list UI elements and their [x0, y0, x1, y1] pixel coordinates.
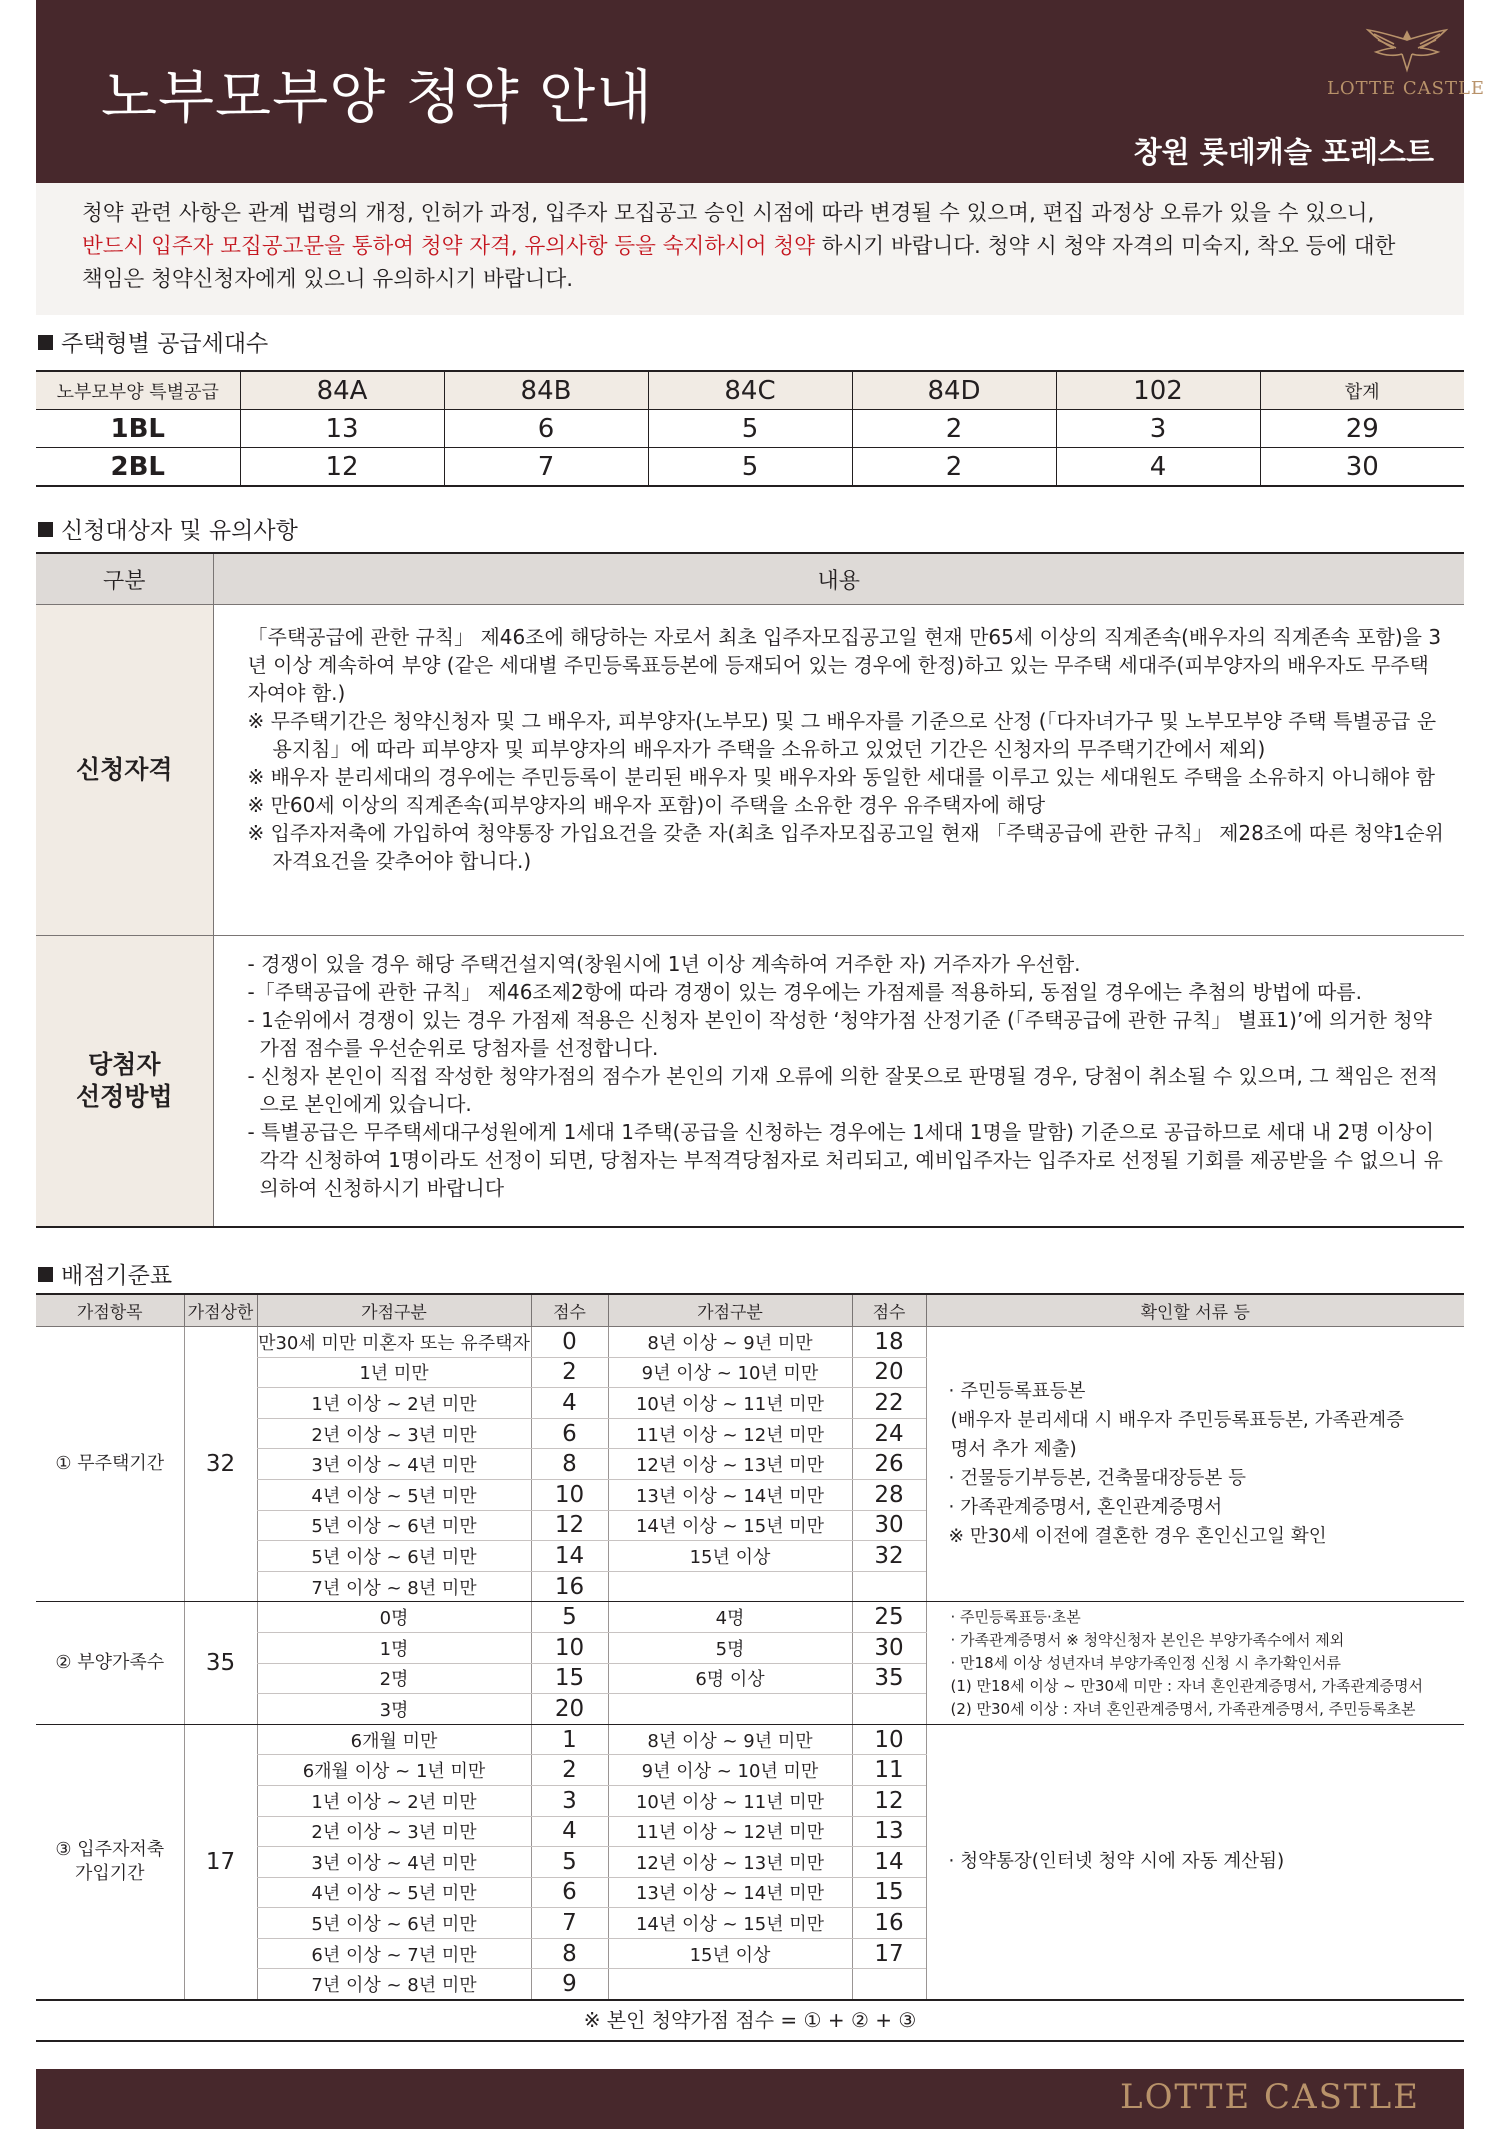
table-row [36, 936, 1464, 1228]
criteria-cell: 7년 이상 ~ 8년 미만 [257, 1969, 531, 2000]
score-cell: 20 [531, 1694, 608, 1725]
criteria-cell: 2명 [257, 1663, 531, 1694]
score-cell: 9 [531, 1969, 608, 2000]
score-cell: 17 [852, 1938, 926, 1969]
column-header: 점수 [852, 1294, 926, 1327]
point-cap: 32 [184, 1327, 257, 1602]
document-line: · 만18세 이상 성년자녀 부양가족인정 신청 시 추가확인서류 [950, 1653, 1342, 1672]
category-label: ① 무주택기간 [36, 1327, 184, 1602]
column-header: 가점구분 [257, 1294, 531, 1327]
table-row [36, 410, 1464, 448]
score-cell: 15 [531, 1663, 608, 1694]
table-cell: 5 [648, 448, 852, 487]
criteria-cell: 15년 이상 [608, 1541, 852, 1572]
criteria-cell: 3년 이상 ~ 4년 미만 [257, 1449, 531, 1480]
row-label [36, 936, 213, 1228]
criteria-cell: 6개월 이상 ~ 1년 미만 [257, 1755, 531, 1786]
score-cell: 4 [531, 1388, 608, 1419]
row-label: 2BL [36, 448, 240, 487]
eagle-logo-icon [1364, 26, 1450, 74]
criteria-cell: 4년 이상 ~ 5년 미만 [257, 1479, 531, 1510]
points-table-header [36, 1294, 1464, 1327]
category-label [36, 1724, 184, 2000]
score-cell: 14 [531, 1541, 608, 1572]
note-line: ※ 입주자저축에 가입하여 청약통장 가입요건을 갖춘 자(최초 입주자모집공고일 현재 「주택공급에 관한 규칙」 제28조에 따른 청약1순위 자격요건을 갖추어야 합니다.) [247, 821, 1444, 873]
footer-brand-logo: LOTTE CASTLE [1119, 2077, 1420, 2117]
criteria-cell: 9년 이상 ~ 10년 미만 [608, 1357, 852, 1388]
document-line: · 가족관계증명서 ※ 청약신청자 본인은 부양가족수에서 제외 [950, 1630, 1345, 1649]
criteria-cell: 2년 이상 ~ 3년 미만 [257, 1816, 531, 1847]
notice-warning: 반드시 입주자 모집공고문을 통하여 청약 자격, 유의사항 등을 숙지하시어 청약 [82, 234, 815, 259]
table-row [36, 448, 1464, 487]
required-documents [926, 1327, 1464, 1602]
eligibility-table-header [36, 553, 1464, 605]
text-line: 「주택공급에 관한 규칙」 제46조에 해당하는 자로서 최초 입주자모집공고일 현재 만65세 이상의 직계존속(배우자의 직계존속 포함)을 3년 이상 계속하여 부양 (같은 세대별 주민등록표등본에 등재되어 있는 경우에 한정)하고 있는 무주택 세대주(피부양자의 배우자도 무주택자여야 함.) [247, 625, 1442, 705]
notice-box [36, 183, 1464, 315]
points-table [36, 1293, 1464, 2001]
table-row [36, 1602, 1464, 1633]
score-cell: 0 [531, 1327, 608, 1358]
criteria-cell [608, 1571, 852, 1602]
document-line: (1) 만18세 이상 ~ 만30세 미만 : 자녀 혼인관계증명서, 가족관계증명서 [950, 1676, 1423, 1695]
score-cell: 14 [852, 1847, 926, 1878]
criteria-cell: 5년 이상 ~ 6년 미만 [257, 1908, 531, 1939]
column-header: 점수 [531, 1294, 608, 1327]
criteria-cell: 5년 이상 ~ 6년 미만 [257, 1541, 531, 1572]
table-cell: 5 [648, 410, 852, 448]
text-line: - 경쟁이 있을 경우 해당 주택건설지역(창원시에 1년 이상 계속하여 거주한 자) 거주자가 우선함. [247, 952, 1081, 976]
score-cell: 16 [531, 1571, 608, 1602]
score-cell: 7 [531, 1908, 608, 1939]
criteria-cell: 2년 이상 ~ 3년 미만 [257, 1418, 531, 1449]
score-cell: 15 [852, 1877, 926, 1908]
score-cell: 32 [852, 1541, 926, 1572]
score-cell: 4 [531, 1816, 608, 1847]
criteria-cell: 9년 이상 ~ 10년 미만 [608, 1755, 852, 1786]
column-header: 84D [852, 371, 1056, 410]
section-title: 주택형별 공급세대수 [61, 331, 269, 357]
table-cell: 2 [852, 448, 1056, 487]
column-header: 합계 [1260, 371, 1464, 410]
table-cell: 6 [444, 410, 648, 448]
criteria-cell: 만30세 미만 미혼자 또는 유주택자 [257, 1327, 531, 1358]
criteria-cell: 3년 이상 ~ 4년 미만 [257, 1847, 531, 1878]
table-cell: 13 [240, 410, 444, 448]
section-heading-eligibility [38, 512, 298, 545]
score-cell: 24 [852, 1418, 926, 1449]
criteria-cell: 4년 이상 ~ 5년 미만 [257, 1877, 531, 1908]
score-cell: 26 [852, 1449, 926, 1480]
table-row [36, 1724, 1464, 1755]
score-cell: 22 [852, 1388, 926, 1419]
square-bullet-icon [38, 1267, 53, 1282]
document-line: ※ 만30세 이전에 결혼한 경우 혼인신고일 확인 [948, 1526, 1327, 1548]
column-header: 확인할 서류 등 [926, 1294, 1464, 1327]
column-header: 내용 [213, 553, 1464, 605]
score-cell: 5 [531, 1602, 608, 1633]
square-bullet-icon [38, 335, 53, 350]
note-line: ※ 배우자 분리세대의 경우에는 주민등록이 분리된 배우자 및 배우자와 동일한 세대를 이루고 있는 세대원도 주택을 소유하지 아니해야 함 [247, 765, 1435, 789]
row-label: 신청자격 [36, 605, 213, 936]
score-cell: 10 [531, 1479, 608, 1510]
point-cap: 35 [184, 1602, 257, 1724]
criteria-cell: 8년 이상 ~ 9년 미만 [608, 1724, 852, 1755]
criteria-cell: 1년 이상 ~ 2년 미만 [257, 1785, 531, 1816]
document-line: (2) 만30세 이상 : 자녀 혼인관계증명서, 가족관계증명서, 주민등록초본 [950, 1699, 1416, 1718]
page-title: 노부모부양 청약 안내 [101, 63, 654, 131]
score-cell: 6 [531, 1418, 608, 1449]
square-bullet-icon [38, 522, 53, 537]
table-cell: 30 [1260, 448, 1464, 487]
score-cell: 2 [531, 1357, 608, 1388]
score-cell: 30 [852, 1510, 926, 1541]
score-cell [852, 1694, 926, 1725]
table-cell: 29 [1260, 410, 1464, 448]
column-header: 102 [1056, 371, 1260, 410]
point-cap: 17 [184, 1724, 257, 2000]
brand-logo-text: LOTTE CASTLE [1326, 78, 1486, 99]
supply-table [36, 370, 1464, 487]
criteria-cell: 11년 이상 ~ 12년 미만 [608, 1418, 852, 1449]
score-cell: 8 [531, 1449, 608, 1480]
document-line: · 건물등기부등본, 건축물대장등본 등 [948, 1468, 1246, 1490]
divider [36, 2040, 1464, 2042]
score-cell: 10 [852, 1724, 926, 1755]
document-line: · 주민등록표등·초본 [950, 1607, 1081, 1626]
score-cell: 12 [852, 1785, 926, 1816]
selection-content [213, 936, 1464, 1228]
column-header: 구분 [36, 553, 213, 605]
score-cell: 25 [852, 1602, 926, 1633]
score-cell: 6 [531, 1877, 608, 1908]
category-label-line: 가입기간 [74, 1862, 145, 1884]
criteria-cell: 5년 이상 ~ 6년 미만 [257, 1510, 531, 1541]
notice-line: 청약 관련 사항은 관계 법령의 개정, 인허가 과정, 입주자 모집공고 승인 시점에 따라 변경될 수 있으며, 편집 과정상 오류가 있을 수 있으니, [82, 201, 1375, 226]
criteria-cell: 6개월 미만 [257, 1724, 531, 1755]
criteria-cell: 11년 이상 ~ 12년 미만 [608, 1816, 852, 1847]
criteria-cell: 10년 이상 ~ 11년 미만 [608, 1388, 852, 1419]
criteria-cell: 14년 이상 ~ 15년 미만 [608, 1908, 852, 1939]
category-label: ② 부양가족수 [36, 1602, 184, 1724]
section-heading-points [38, 1257, 172, 1290]
criteria-cell: 1명 [257, 1632, 531, 1663]
criteria-cell: 12년 이상 ~ 13년 미만 [608, 1847, 852, 1878]
column-header: 노부모부양 특별공급 [36, 371, 240, 410]
criteria-cell [608, 1969, 852, 2000]
score-cell: 30 [852, 1632, 926, 1663]
score-cell: 35 [852, 1663, 926, 1694]
criteria-cell: 13년 이상 ~ 14년 미만 [608, 1877, 852, 1908]
criteria-cell: 6명 이상 [608, 1663, 852, 1694]
column-header: 84A [240, 371, 444, 410]
column-header: 가점구분 [608, 1294, 852, 1327]
score-cell: 16 [852, 1908, 926, 1939]
criteria-cell: 1년 미만 [257, 1357, 531, 1388]
text-line: -「주택공급에 관한 규칙」 제46조제2항에 따라 경쟁이 있는 경우에는 가점제를 적용하되, 동점일 경우에는 추첨의 방법에 따름. [247, 980, 1362, 1004]
column-header: 84C [648, 371, 852, 410]
score-cell: 1 [531, 1724, 608, 1755]
table-cell: 12 [240, 448, 444, 487]
notice-line [82, 230, 1432, 263]
criteria-cell: 1년 이상 ~ 2년 미만 [257, 1388, 531, 1419]
table-row [36, 605, 1464, 936]
criteria-cell: 12년 이상 ~ 13년 미만 [608, 1449, 852, 1480]
criteria-cell: 8년 이상 ~ 9년 미만 [608, 1327, 852, 1358]
label-line: 당첨자 [88, 1050, 161, 1079]
document-line: · 가족관계증명서, 혼인관계증명서 [948, 1497, 1223, 1519]
criteria-cell: 13년 이상 ~ 14년 미만 [608, 1479, 852, 1510]
table-cell: 4 [1056, 448, 1260, 487]
score-cell: 18 [852, 1327, 926, 1358]
score-cell: 5 [531, 1847, 608, 1878]
qualification-content [213, 605, 1464, 936]
score-cell [852, 1969, 926, 2000]
section-title: 신청대상자 및 유의사항 [61, 518, 298, 544]
text-line: - 특별공급은 무주택세대구성원에게 1세대 1주택(공급을 신청하는 경우에는 1세대 1명을 말함) 기준으로 공급하므로 세대 내 2명 이상이 각각 신청하여 1명이라도 선정이 되면, 당첨자는 부적격당첨자로 처리되고, 예비입주자는 입주자로 선정될 기회를 제공받을 수 없으니 유의하여 신청하시기 바랍니다 [247, 1120, 1443, 1200]
label-line: 선정방법 [75, 1082, 173, 1111]
notice-text [82, 197, 1432, 296]
criteria-cell [608, 1694, 852, 1725]
criteria-cell: 14년 이상 ~ 15년 미만 [608, 1510, 852, 1541]
category-label-line: ③ 입주자저축 [55, 1838, 165, 1860]
score-cell [852, 1571, 926, 1602]
criteria-cell: 4명 [608, 1602, 852, 1633]
column-header: 가점항목 [36, 1294, 184, 1327]
eligibility-table [36, 552, 1464, 1228]
criteria-cell: 10년 이상 ~ 11년 미만 [608, 1785, 852, 1816]
page-footer [36, 2069, 1464, 2129]
table-cell: 7 [444, 448, 648, 487]
notice-line: 책임은 청약신청자에게 있으니 유의하시기 바랍니다. [82, 267, 574, 292]
score-cell: 8 [531, 1938, 608, 1969]
notice-line-rest: 하시기 바랍니다. 청약 시 청약 자격의 미숙지, 착오 등에 대한 [814, 234, 1396, 259]
column-header: 84B [444, 371, 648, 410]
text-line: - 1순위에서 경쟁이 있는 경우 가점제 적용은 신청자 본인이 작성한 ‘청약가점 산정기준 (「주택공급에 관한 규칙」 별표1)’에 의거한 청약가점 점수를 우선순위로 당첨자를 선정합니다. [247, 1008, 1432, 1060]
table-cell: 2 [852, 410, 1056, 448]
table-row [36, 1327, 1464, 1358]
text-line: - 신청자 본인이 직접 작성한 청약가점의 점수가 본인의 기재 오류에 의한 잘못으로 판명될 경우, 당첨이 취소될 수 있으며, 그 책임은 전적으로 본인에게 있습니다. [247, 1064, 1438, 1116]
page-header [36, 0, 1486, 183]
required-documents [926, 1724, 1464, 2000]
section-heading-supply [38, 325, 268, 358]
score-cell: 20 [852, 1357, 926, 1388]
score-cell: 10 [531, 1632, 608, 1663]
document-line: · 주민등록표등본 [948, 1381, 1086, 1403]
score-cell: 12 [531, 1510, 608, 1541]
criteria-cell: 3명 [257, 1694, 531, 1725]
table-cell: 3 [1056, 410, 1260, 448]
points-table-body [36, 1327, 1464, 2001]
score-formula: ※ 본인 청약가점 점수 = ① + ② + ③ [583, 2008, 917, 2032]
criteria-cell: 15년 이상 [608, 1938, 852, 1969]
document-line: · 청약통장(인터넷 청약 시에 자동 계산됨) [948, 1851, 1285, 1873]
document-line: (배우자 분리세대 시 배우자 주민등록표등본, 가족관계증명서 추가 제출) [950, 1410, 1405, 1461]
criteria-cell: 6년 이상 ~ 7년 미만 [257, 1938, 531, 1969]
project-name: 창원 롯데캐슬 포레스트 [1133, 135, 1434, 169]
criteria-cell: 5명 [608, 1632, 852, 1663]
score-cell: 11 [852, 1755, 926, 1786]
note-line: ※ 만60세 이상의 직계존속(피부양자의 배우자 포함)이 주택을 소유한 경우 유주택자에 해당 [247, 793, 1046, 817]
score-cell: 2 [531, 1755, 608, 1786]
criteria-cell: 0명 [257, 1602, 531, 1633]
score-cell: 3 [531, 1785, 608, 1816]
column-header: 가점상한 [184, 1294, 257, 1327]
score-cell: 13 [852, 1816, 926, 1847]
criteria-cell: 7년 이상 ~ 8년 미만 [257, 1571, 531, 1602]
required-documents [926, 1602, 1464, 1724]
score-cell: 28 [852, 1479, 926, 1510]
row-label: 1BL [36, 410, 240, 448]
section-title: 배점기준표 [61, 1263, 173, 1289]
supply-table-header [36, 371, 1464, 410]
note-line: ※ 무주택기간은 청약신청자 및 그 배우자, 피부양자(노부모) 및 그 배우자를 기준으로 산정 (「다자녀가구 및 노부모부양 주택 특별공급 운용지침」에 따라 피부양자 및 피부양자의 배우자가 주택을 소유하고 있었던 기간은 신청자의 무주택기간에서 제외) [247, 709, 1437, 761]
